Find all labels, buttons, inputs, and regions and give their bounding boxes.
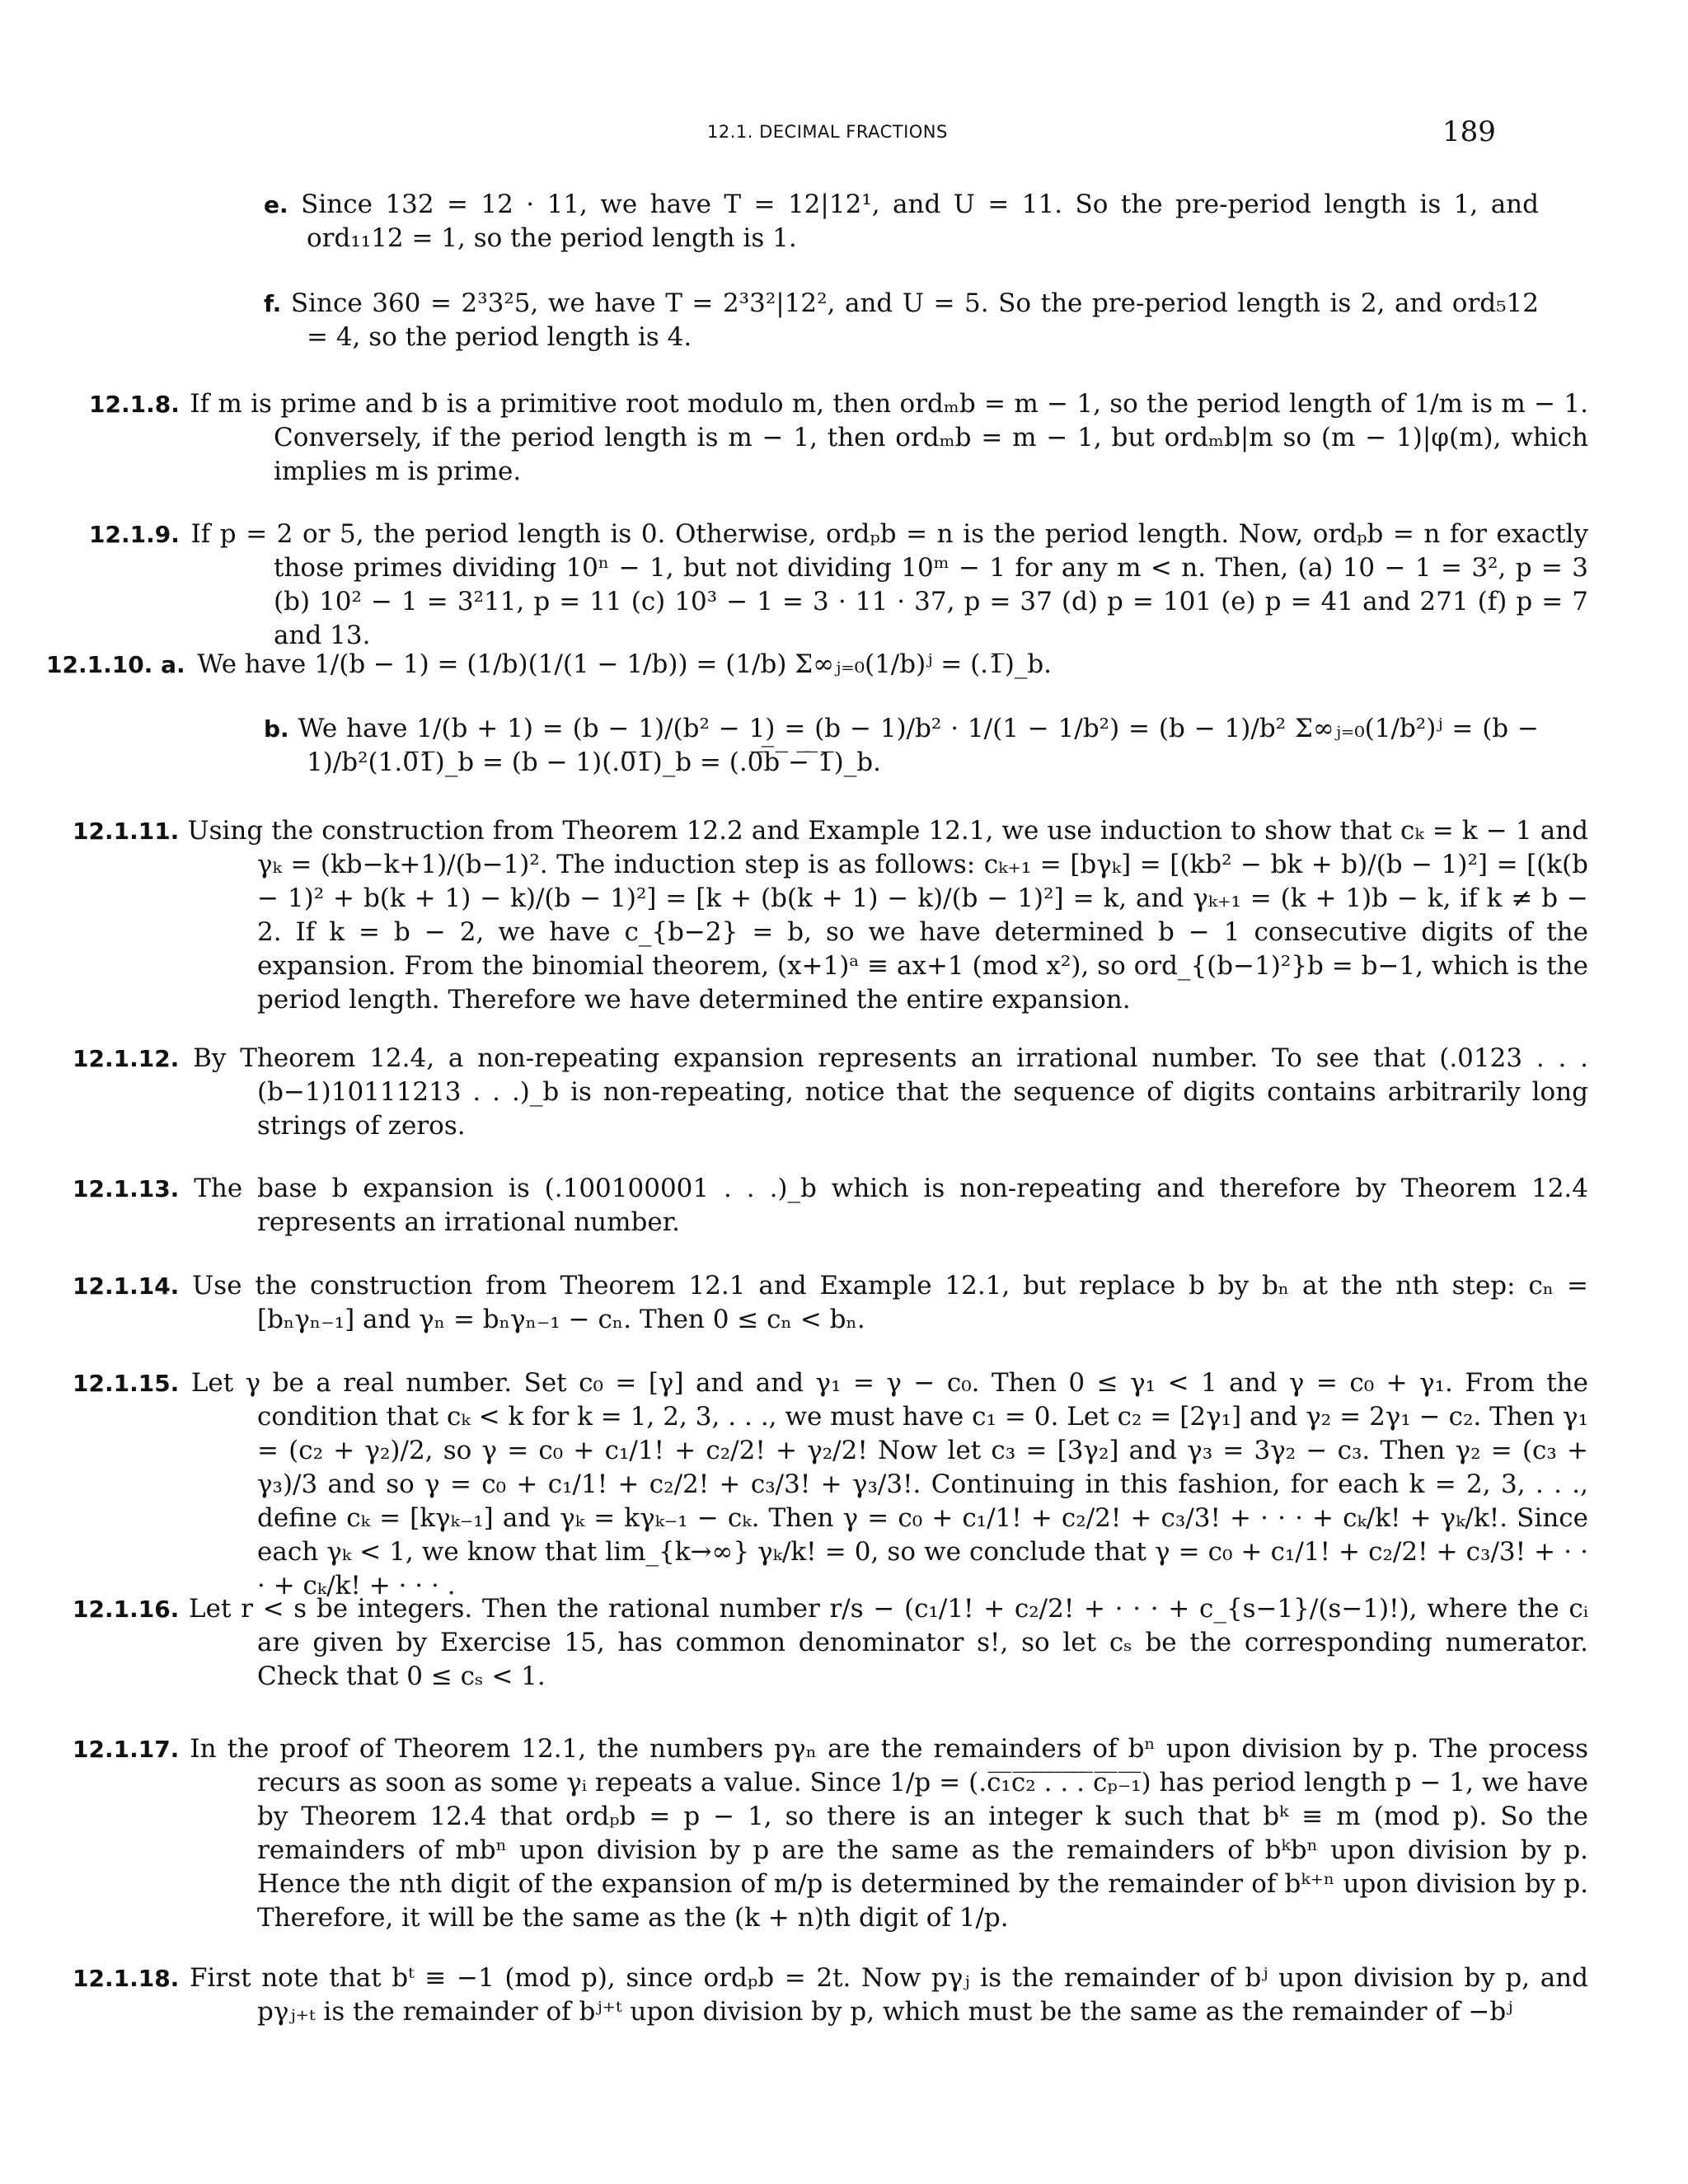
item-f bbox=[264, 287, 1539, 354]
exercise-12-1-11 bbox=[73, 814, 1589, 1017]
item-f-label: f. bbox=[264, 290, 282, 317]
item-e-label: e. bbox=[264, 191, 288, 218]
exercise-number: 12.1.15. bbox=[73, 1370, 180, 1397]
exercise-12-1-17 bbox=[73, 1732, 1588, 1935]
exercise-number: 12.1.12. bbox=[73, 1045, 180, 1072]
exercise-text: Use the construction from Theorem 12.1 and Example 12.1, but replace b by bₙ at the nth step: cₙ = [bₙγₙ₋₁] and γₙ = bₙγₙ₋₁ − cₙ. Then 0 ≤ cₙ < bₙ. bbox=[192, 1271, 1588, 1334]
exercise-text: In the proof of Theorem 12.1, the numbers pγₙ are the remainders of bⁿ upon division by p. The process recurs as soon as some γᵢ repeats a value. Since 1/p = (.c̅₁̅c̅₂̅ ̅.̅ ̅.̅ ̅.̅ ̅c̅ₚ̅₋̅₁̅) has period length p − 1, we have by Theorem 12.4 that ordₚb = p − 1, so there is an integer k such that bᵏ ≡ m (mod p). So the remainders of mbⁿ upon division by p are the same as the remainders of bᵏbⁿ upon division by p. Hence the nth digit of the expansion of m/p is determined by the remainder of bᵏ⁺ⁿ upon division by p. Therefore, it will be the same as the (k + n)th digit of 1/p. bbox=[190, 1734, 1588, 1933]
item-e bbox=[264, 188, 1539, 255]
exercise-text: The base b expansion is (.100100001 . . .)_b which is non-repeating and therefore by Theorem 12.4 represents an irrational number. bbox=[194, 1174, 1588, 1237]
exercise-sub-label: b. bbox=[264, 715, 289, 743]
exercise-number: 12.1.13. bbox=[73, 1175, 180, 1202]
exercise-number: 12.1.14. bbox=[73, 1272, 180, 1300]
exercise-12-1-10a bbox=[46, 648, 1615, 682]
exercise-number: 12.1.11. bbox=[73, 818, 180, 845]
exercise-text: If m is prime and b is a primitive root modulo m, then ordₘb = m − 1, so the period length of 1/m is m − 1. Conversely, if the period length is m − 1, then ordₘb = m − 1, but ordₘb|m so (m − 1)|φ(m), which implies m is prime. bbox=[190, 389, 1589, 486]
exercise-text: If p = 2 or 5, the period length is 0. Otherwise, ordₚb = n is the period length. Now, ordₚb = n for exactly those primes dividing 10ⁿ − 1, but not dividing 10ᵐ − 1 for any m < n. Then, (a) 10 − 1 = 3², p = 3 (b) 10² − 1 = 3²11, p = 11 (c) 10³ − 1 = 3 · 11 · 37, p = 37 (d) p = 101 (e) p = 41 and 271 (f) p = 7 and 13. bbox=[190, 519, 1588, 650]
exercise-12-1-12 bbox=[73, 1042, 1588, 1143]
exercise-number: 12.1.18. bbox=[73, 1965, 180, 1992]
exercise-12-1-10b bbox=[264, 712, 1539, 780]
exercise-text: By Theorem 12.4, a non-repeating expansion represents an irrational number. To see that (.0123 . . . (b−1)10111213 . . .)_b is non-repeating, notice that the sequence of digits contains arbitrarily long strings of zeros. bbox=[193, 1043, 1588, 1141]
exercise-12-1-16 bbox=[73, 1592, 1589, 1694]
exercise-12-1-9: 12.1.9. If p = 2 or 5, the period length is 0. Otherwise, ordₚb = n is the period length. Now, ordₚb = n for exactly those primes dividing 10ⁿ − 1, but not dividing 10ᵐ − 1 for any m < n. Then, (a) 10 − 1 = 3², p = 3 (b) 10² − 1 = 3²11, p = 11 (c) 10³ − 1 = 3 · 11 · 37, p = 37 (d) p = 101 (e) p = 41 and 271 (f) p = 7 and 13. bbox=[89, 519, 1588, 650]
page-number: 189 bbox=[1442, 115, 1496, 148]
exercise-text: First note that bᵗ ≡ −1 (mod p), since ordₚb = 2t. Now pγⱼ is the remainder of bʲ upon division by p, and pγⱼ₊ₜ is the remainder of bʲ⁺ᵗ upon division by p, which must be the same as the remainder of −bʲ bbox=[189, 1963, 1588, 2027]
exercise-number: 12.1.16. bbox=[73, 1596, 180, 1623]
exercise-text: Let r < s be integers. Then the rational number r/s − (c₁/1! + c₂/2! + · · · + c_{s−1}/(s−1)!), where the cᵢ are given by Exercise 15, has common denominator s!, so let cₛ be the corresponding numerator. Check that 0 ≤ cₛ < 1. bbox=[189, 1594, 1589, 1691]
exercise-12-1-14 bbox=[73, 1269, 1588, 1337]
exercise-number: 12.1.17. bbox=[73, 1736, 180, 1763]
exercise-12-1-8: 12.1.8. If m is prime and b is a primitive root modulo m, then ordₘb = m − 1, so the period length of 1/m is m − 1. Conversely, if the period length is m − 1, then ordₘb = m − 1, but ordₘb|m so (m − 1)|φ(m), which implies m is prime. bbox=[89, 389, 1589, 486]
item-e-text: Since 132 = 12 · 11, we have T = 12|12¹, and U = 11. So the pre-period length is 1, and ord₁₁12 = 1, so the period length is 1. bbox=[301, 190, 1539, 253]
exercise-text: Let γ be a real number. Set c₀ = [γ] and and γ₁ = γ − c₀. Then 0 ≤ γ₁ < 1 and γ = c₀ + γ₁. From the condition that cₖ < k for k = 1, 2, 3, . . ., we must have c₁ = 0. Let c₂ = [2γ₁] and γ₂ = 2γ₁ − c₂. Then γ₁ = (c₂ + γ₂)/2, so γ = c₀ + c₁/1! + c₂/2! + γ₂/2! Now let c₃ = [3γ₂] and γ₃ = 3γ₂ − c₃. Then γ₂ = (c₃ + γ₃)/3 and so γ = c₀ + c₁/1! + c₂/2! + c₃/3! + γ₃/3!. Continuing in this fashion, for each k = 2, 3, . . ., define cₖ = [kγₖ₋₁] and γₖ = kγₖ₋₁ − cₖ. Then γ = c₀ + c₁/1! + c₂/2! + c₃/3! + · · · + cₖ/k! + γₖ/k!. Since each γₖ < 1, we know that lim_{k→∞} γₖ/k! = 0, so we conclude that γ = c₀ + c₁/1! + c₂/2! + c₃/3! + · · · + cₖ/k! + · · · . bbox=[190, 1368, 1588, 1601]
exercise-12-1-15 bbox=[73, 1366, 1588, 1603]
item-f-text: Since 360 = 2³3²5, we have T = 2³3²|12², and U = 5. So the pre-period length is 2, and ord₅12 = 4, so the period length is 4. bbox=[290, 288, 1539, 352]
exercise-12-1-13 bbox=[73, 1172, 1588, 1240]
exercise-text: Using the construction from Theorem 12.2 and Example 12.1, we use induction to show that cₖ = k − 1 and γₖ = (kb−k+1)/(b−1)². The induction step is as follows: cₖ₊₁ = [bγₖ] = [(kb² − bk + b)/(b − 1)²] = [(k(b − 1)² + b(k + 1) − k)/(b − 1)²] = [k + (b(k + 1) − k)/(b − 1)²] = k, and γₖ₊₁ = (k + 1)b − k, if k ≠ b − 2. If k = b − 2, we have c_{b−2} = b, so we have determined b − 1 consecutive digits of the expansion. From the binomial theorem, (x+1)ᵃ ≡ ax+1 (mod x²), so ord_{(b−1)²}b = b−1, which is the period length. Therefore we have determined the entire expansion. bbox=[187, 816, 1589, 1015]
exercise-text: We have 1/(b + 1) = (b − 1)/(b² − 1) = (b − 1)/b² · 1/(1 − 1/b²) = (b − 1)/b² Σ∞ⱼ₌₀(1/b²)ʲ = (b − 1)/b²(1.0̅1̅)_b = (b − 1)(.0̅1̅)_b = (.0̅b̅ ̅−̅ ̅1̅)_b. bbox=[298, 714, 1539, 777]
exercise-number: 12.1.10. a. bbox=[46, 651, 185, 678]
exercise-text: We have 1/(b − 1) = (1/b)(1/(1 − 1/b)) = (1/b) Σ∞ⱼ₌₀(1/b)ʲ = (.1̅)_b. bbox=[197, 649, 1053, 679]
running-head: 12.1. DECIMAL FRACTIONS bbox=[707, 122, 948, 142]
exercise-12-1-18 bbox=[73, 1961, 1588, 2029]
